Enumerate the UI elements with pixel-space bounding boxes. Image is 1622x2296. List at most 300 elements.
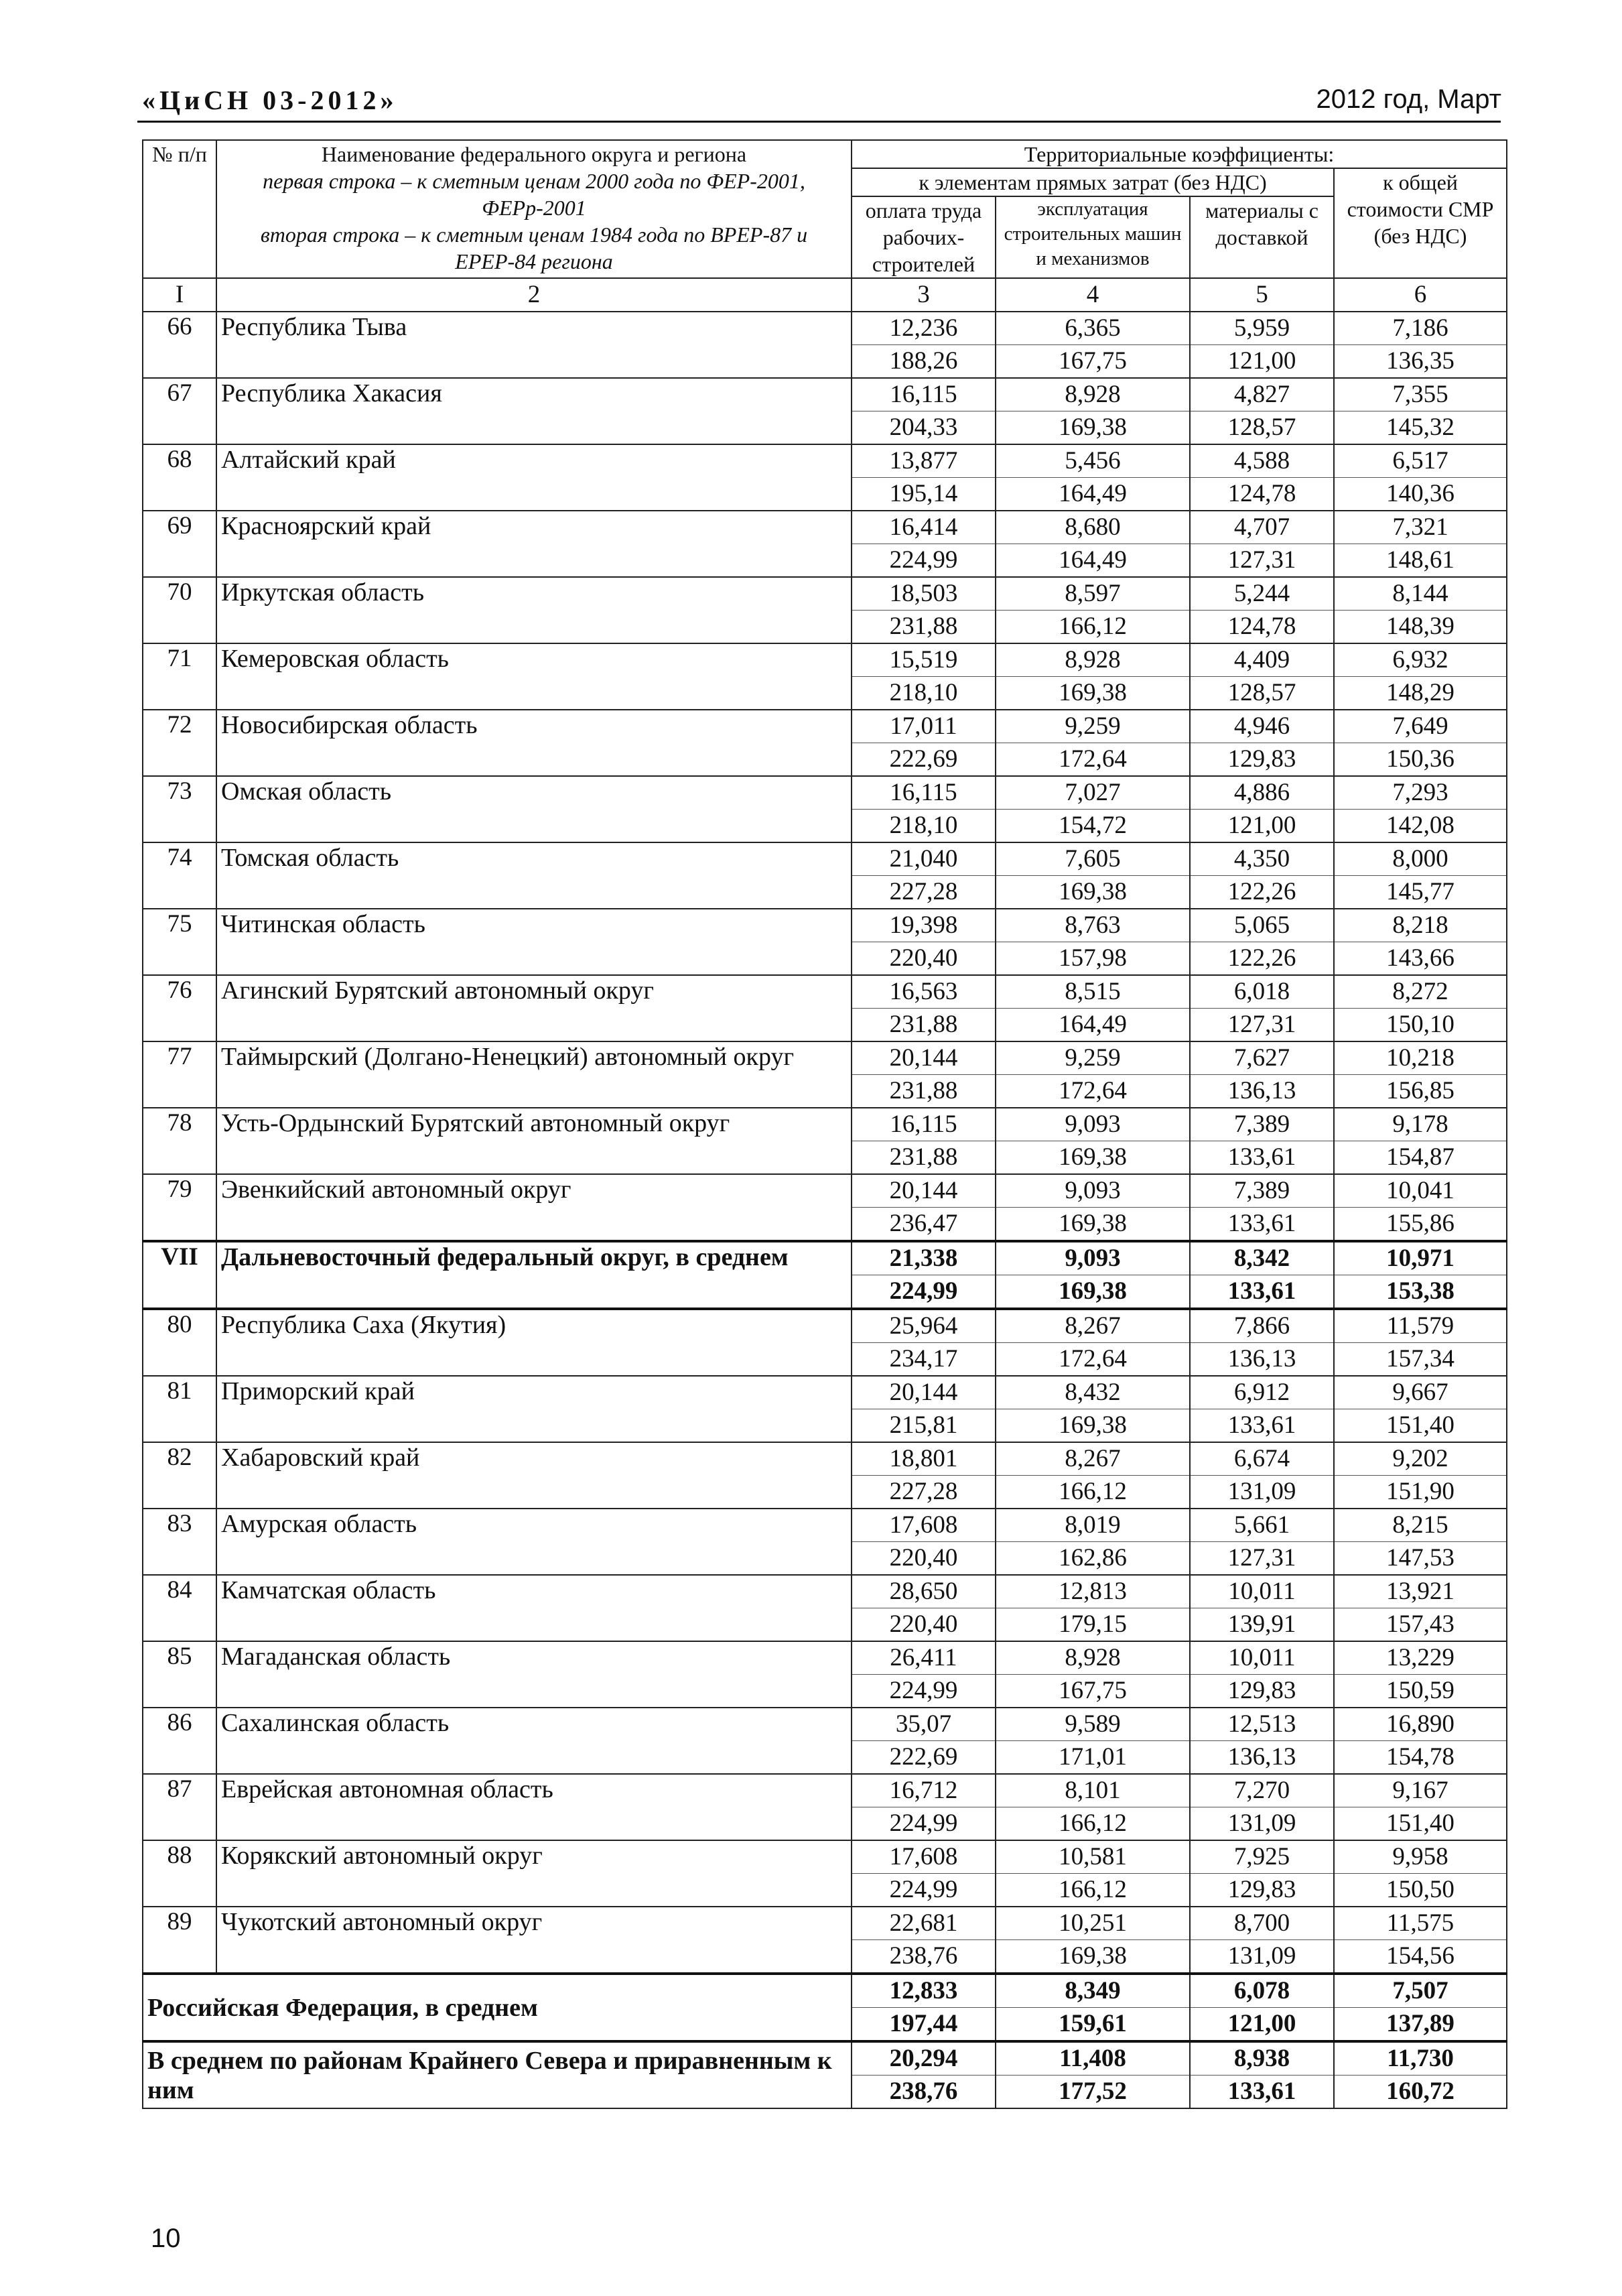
table-row [143, 1174, 1507, 1208]
coef-1984: 156,85 [1334, 1075, 1507, 1108]
row-number: 74 [143, 842, 216, 909]
coef-2000: 16,712 [852, 1774, 996, 1807]
coef-1984: 133,61 [1190, 1208, 1334, 1242]
coef-2000: 4,886 [1190, 776, 1334, 810]
coef-2000: 8,763 [996, 909, 1190, 942]
column-number: 4 [996, 278, 1190, 312]
coef-1984: 124,78 [1190, 478, 1334, 511]
coef-1984: 166,12 [996, 611, 1190, 644]
total-coef-2000: 8,938 [1190, 2041, 1334, 2076]
coef-1984: 164,49 [996, 544, 1190, 578]
region-name: Республика Саха (Якутия) [216, 1309, 852, 1376]
table-row [143, 1041, 1507, 1075]
coef-1984: 151,40 [1334, 1807, 1507, 1841]
coef-2000: 20,144 [852, 1174, 996, 1208]
coef-1984: 169,38 [996, 411, 1190, 445]
coef-1984: 172,64 [996, 1343, 1190, 1377]
coef-2000: 9,093 [996, 1174, 1190, 1208]
row-number: 72 [143, 710, 216, 776]
coef-1984: 145,77 [1334, 876, 1507, 909]
coef-2000: 8,342 [1190, 1241, 1334, 1275]
coef-1984: 227,28 [852, 876, 996, 909]
coef-1984: 127,31 [1190, 1009, 1334, 1042]
row-number: 83 [143, 1509, 216, 1575]
coef-2000: 4,409 [1190, 643, 1334, 677]
coef-1984: 151,40 [1334, 1409, 1507, 1443]
row-number: 84 [143, 1575, 216, 1641]
coef-2000: 20,144 [852, 1376, 996, 1409]
region-name: Омская область [216, 776, 852, 842]
header-rule [137, 121, 1501, 123]
coef-1984: 222,69 [852, 1741, 996, 1775]
coef-2000: 6,674 [1190, 1442, 1334, 1476]
coef-1984: 218,10 [852, 677, 996, 710]
region-name: Чукотский автономный округ [216, 1907, 852, 1974]
coef-1984: 122,26 [1190, 942, 1334, 976]
coef-1984: 136,13 [1190, 1075, 1334, 1108]
coef-2000: 10,581 [996, 1840, 1190, 1874]
coef-1984: 155,86 [1334, 1208, 1507, 1242]
total-coef-1984: 160,72 [1334, 2076, 1507, 2109]
coef-1984: 162,86 [996, 1542, 1190, 1576]
coef-1984: 150,36 [1334, 743, 1507, 777]
coef-1984: 127,31 [1190, 1542, 1334, 1576]
coef-2000: 28,650 [852, 1575, 996, 1608]
table-row [143, 1575, 1507, 1608]
coef-1984: 224,99 [852, 1807, 996, 1841]
coef-2000: 17,011 [852, 710, 996, 743]
coef-2000: 16,563 [852, 975, 996, 1009]
header-materials: материалы с доставкой [1190, 196, 1334, 278]
coef-2000: 6,517 [1334, 444, 1507, 478]
coef-1984: 169,38 [996, 876, 1190, 909]
table-row [143, 842, 1507, 876]
table-row [143, 1840, 1507, 1874]
region-name: Красноярский край [216, 511, 852, 577]
coef-1984: 222,69 [852, 743, 996, 777]
coef-2000: 10,218 [1334, 1041, 1507, 1075]
coef-2000: 9,202 [1334, 1442, 1507, 1476]
row-number: 73 [143, 776, 216, 842]
coef-1984: 148,39 [1334, 611, 1507, 644]
region-name: Томская область [216, 842, 852, 909]
region-name: Усть-Ордынский Бурятский автономный округ [216, 1108, 852, 1174]
row-number: VII [143, 1241, 216, 1309]
coef-1984: 154,56 [1334, 1940, 1507, 1974]
coef-1984: 169,38 [996, 1940, 1190, 1974]
coef-2000: 7,605 [996, 842, 1190, 876]
coef-1984: 127,31 [1190, 544, 1334, 578]
total-coef-2000: 11,408 [996, 2041, 1190, 2076]
coef-2000: 9,167 [1334, 1774, 1507, 1807]
coef-1984: 167,75 [996, 345, 1190, 379]
coef-2000: 9,259 [996, 1041, 1190, 1075]
row-number: 86 [143, 1708, 216, 1774]
table-row [143, 1774, 1507, 1807]
coef-1984: 154,72 [996, 810, 1190, 843]
coef-1984: 236,47 [852, 1208, 996, 1242]
coef-1984: 129,83 [1190, 1675, 1334, 1708]
table-row [143, 444, 1507, 478]
region-name: Хабаровский край [216, 1442, 852, 1509]
coef-2000: 4,588 [1190, 444, 1334, 478]
coef-1984: 150,50 [1334, 1874, 1507, 1907]
coef-1984: 204,33 [852, 411, 996, 445]
coef-1984: 143,66 [1334, 942, 1507, 976]
coef-1984: 150,59 [1334, 1675, 1507, 1708]
total-coef-2000: 7,507 [1334, 1974, 1507, 2008]
table-row [143, 312, 1507, 345]
coef-2000: 12,813 [996, 1575, 1190, 1608]
coef-2000: 8,218 [1334, 909, 1507, 942]
header-total-smr: к общей стоимости СМР (без НДС) [1334, 168, 1507, 278]
column-number: 6 [1334, 278, 1507, 312]
coef-2000: 8,680 [996, 511, 1190, 544]
total-coef-2000: 6,078 [1190, 1974, 1334, 2008]
coef-1984: 131,09 [1190, 1476, 1334, 1509]
coef-2000: 7,389 [1190, 1174, 1334, 1208]
coef-2000: 9,958 [1334, 1840, 1507, 1874]
coef-1984: 157,43 [1334, 1608, 1507, 1642]
coef-2000: 35,07 [852, 1708, 996, 1741]
coef-2000: 6,018 [1190, 975, 1334, 1009]
coef-2000: 4,707 [1190, 511, 1334, 544]
total-coef-2000: 8,349 [996, 1974, 1190, 2008]
coef-2000: 11,579 [1334, 1309, 1507, 1343]
coef-1984: 227,28 [852, 1476, 996, 1509]
coef-2000: 17,608 [852, 1840, 996, 1874]
coef-1984: 220,40 [852, 1542, 996, 1576]
coef-1984: 234,17 [852, 1343, 996, 1377]
row-number: 70 [143, 577, 216, 643]
row-number: 79 [143, 1174, 216, 1241]
coef-2000: 17,608 [852, 1509, 996, 1542]
coef-2000: 16,115 [852, 776, 996, 810]
region-name: Еврейская автономная область [216, 1774, 852, 1840]
coef-1984: 169,38 [996, 1275, 1190, 1310]
coef-2000: 22,681 [852, 1907, 996, 1940]
row-number: 82 [143, 1442, 216, 1509]
coef-2000: 7,027 [996, 776, 1190, 810]
coef-1984: 131,09 [1190, 1940, 1334, 1974]
coef-1984: 238,76 [852, 1940, 996, 1974]
coef-2000: 16,414 [852, 511, 996, 544]
coef-2000: 10,011 [1190, 1641, 1334, 1675]
coef-1984: 121,00 [1190, 345, 1334, 379]
row-number: 75 [143, 909, 216, 975]
coef-2000: 8,515 [996, 975, 1190, 1009]
coef-2000: 10,041 [1334, 1174, 1507, 1208]
coef-2000: 8,432 [996, 1376, 1190, 1409]
region-name: Приморский край [216, 1376, 852, 1442]
coef-2000: 13,877 [852, 444, 996, 478]
coef-1984: 166,12 [996, 1476, 1190, 1509]
coef-1984: 128,57 [1190, 677, 1334, 710]
region-name: Магаданская область [216, 1641, 852, 1708]
coef-2000: 8,597 [996, 577, 1190, 611]
region-name: Иркутская область [216, 577, 852, 643]
table-row [143, 1108, 1507, 1141]
region-name: Новосибирская область [216, 710, 852, 776]
coef-1984: 133,61 [1190, 1275, 1334, 1310]
region-name: Дальневосточный федеральный округ, в среднем [216, 1241, 852, 1309]
row-number: 69 [143, 511, 216, 577]
coef-2000: 7,355 [1334, 378, 1507, 411]
coef-2000: 9,093 [996, 1241, 1190, 1275]
coef-1984: 224,99 [852, 1874, 996, 1907]
coef-2000: 7,389 [1190, 1108, 1334, 1141]
coef-1984: 133,61 [1190, 1409, 1334, 1443]
coef-1984: 140,36 [1334, 478, 1507, 511]
coef-1984: 164,49 [996, 478, 1190, 511]
coef-2000: 8,101 [996, 1774, 1190, 1807]
coef-2000: 20,144 [852, 1041, 996, 1075]
coef-1984: 172,64 [996, 1075, 1190, 1108]
coef-2000: 4,350 [1190, 842, 1334, 876]
region-name: Читинская область [216, 909, 852, 975]
table-row [143, 975, 1507, 1009]
coef-2000: 7,293 [1334, 776, 1507, 810]
coef-2000: 21,338 [852, 1241, 996, 1275]
region-name: Алтайский край [216, 444, 852, 511]
coef-1984: 231,88 [852, 1009, 996, 1042]
coef-2000: 16,115 [852, 1108, 996, 1141]
header-name-title: Наименование федерального округа и региона [321, 142, 747, 166]
region-name: Таймырский (Долгано-Ненецкий) автономный округ [216, 1041, 852, 1108]
coef-1984: 129,83 [1190, 1874, 1334, 1907]
row-number: 66 [143, 312, 216, 378]
coef-1984: 231,88 [852, 1075, 996, 1108]
table-body [143, 312, 1507, 2108]
document-date: 2012 год, Март [1316, 84, 1501, 114]
coef-1984: 188,26 [852, 345, 996, 379]
row-number: 80 [143, 1309, 216, 1376]
row-number: 68 [143, 444, 216, 511]
column-number: 2 [216, 278, 852, 312]
row-number: 78 [143, 1108, 216, 1174]
coef-2000: 10,971 [1334, 1241, 1507, 1275]
coef-2000: 18,801 [852, 1442, 996, 1476]
coef-2000: 16,115 [852, 378, 996, 411]
table-row [143, 1907, 1507, 1940]
coef-2000: 5,065 [1190, 909, 1334, 942]
header-name [216, 140, 852, 278]
total-coef-1984: 121,00 [1190, 2008, 1334, 2042]
total-row [143, 2041, 1507, 2076]
coef-2000: 13,229 [1334, 1641, 1507, 1675]
table-row [143, 1241, 1507, 1275]
total-name: Российская Федерация, в среднем [143, 1974, 852, 2041]
header-coefficients: Территориальные коэффициенты: [852, 140, 1507, 168]
region-name: Агинский Бурятский автономный округ [216, 975, 852, 1041]
column-number: 3 [852, 278, 996, 312]
coef-2000: 9,093 [996, 1108, 1190, 1141]
coef-1984: 224,99 [852, 1675, 996, 1708]
coef-1984: 166,12 [996, 1807, 1190, 1841]
coef-2000: 8,928 [996, 378, 1190, 411]
coef-1984: 121,00 [1190, 810, 1334, 843]
coef-2000: 7,649 [1334, 710, 1507, 743]
table-row [143, 1309, 1507, 1343]
coef-2000: 7,925 [1190, 1840, 1334, 1874]
total-coef-1984: 238,76 [852, 2076, 996, 2109]
row-number: 85 [143, 1641, 216, 1708]
column-number: 5 [1190, 278, 1334, 312]
coef-2000: 25,964 [852, 1309, 996, 1343]
coef-1984: 218,10 [852, 810, 996, 843]
total-coef-1984: 133,61 [1190, 2076, 1334, 2109]
coef-1984: 128,57 [1190, 411, 1334, 445]
coef-1984: 154,87 [1334, 1141, 1507, 1175]
coef-2000: 4,827 [1190, 378, 1334, 411]
row-number: 77 [143, 1041, 216, 1108]
coefficients-table [142, 139, 1507, 2109]
coef-1984: 169,38 [996, 1141, 1190, 1175]
region-name: Республика Тыва [216, 312, 852, 378]
table-row [143, 1708, 1507, 1741]
page-number: 10 [151, 2224, 181, 2253]
coef-1984: 131,09 [1190, 1807, 1334, 1841]
coef-1984: 224,99 [852, 544, 996, 578]
coef-2000: 8,267 [996, 1442, 1190, 1476]
coef-1984: 133,61 [1190, 1141, 1334, 1175]
coef-1984: 157,34 [1334, 1343, 1507, 1377]
coef-2000: 11,575 [1334, 1907, 1507, 1940]
coef-1984: 147,53 [1334, 1542, 1507, 1576]
table-row [143, 1509, 1507, 1542]
column-number-row [143, 278, 1507, 312]
coef-2000: 9,178 [1334, 1108, 1507, 1141]
coef-2000: 13,921 [1334, 1575, 1507, 1608]
coef-1984: 145,32 [1334, 411, 1507, 445]
coef-2000: 9,667 [1334, 1376, 1507, 1409]
region-name: Амурская область [216, 1509, 852, 1575]
row-number: 67 [143, 378, 216, 444]
region-name: Республика Хакасия [216, 378, 852, 444]
coef-2000: 8,267 [996, 1309, 1190, 1343]
coef-1984: 220,40 [852, 942, 996, 976]
coef-1984: 224,99 [852, 1275, 996, 1310]
coef-1984: 164,49 [996, 1009, 1190, 1042]
coef-1984: 171,01 [996, 1741, 1190, 1775]
coef-1984: 195,14 [852, 478, 996, 511]
table-row [143, 1442, 1507, 1476]
table-row [143, 378, 1507, 411]
coef-2000: 8,144 [1334, 577, 1507, 611]
coef-2000: 5,244 [1190, 577, 1334, 611]
coef-2000: 6,365 [996, 312, 1190, 345]
total-coef-1984: 159,61 [996, 2008, 1190, 2042]
coef-1984: 136,13 [1190, 1741, 1334, 1775]
coef-1984: 153,38 [1334, 1275, 1507, 1310]
coef-1984: 231,88 [852, 611, 996, 644]
total-coef-2000: 11,730 [1334, 2041, 1507, 2076]
coef-1984: 166,12 [996, 1874, 1190, 1907]
total-name: В среднем по районам Крайнего Севера и приравненным к ним [143, 2041, 852, 2108]
coef-1984: 136,13 [1190, 1343, 1334, 1377]
coef-2000: 7,186 [1334, 312, 1507, 345]
region-name: Корякский автономный округ [216, 1840, 852, 1907]
header-direct-costs: к элементам прямых затрат (без НДС) [852, 168, 1334, 196]
coef-2000: 8,272 [1334, 975, 1507, 1009]
table-row [143, 776, 1507, 810]
coef-2000: 5,661 [1190, 1509, 1334, 1542]
row-number: 81 [143, 1376, 216, 1442]
row-number: 87 [143, 1774, 216, 1840]
table-row [143, 909, 1507, 942]
table-row [143, 643, 1507, 677]
coef-2000: 8,000 [1334, 842, 1507, 876]
table-row [143, 577, 1507, 611]
coef-1984: 139,91 [1190, 1608, 1334, 1642]
coef-1984: 136,35 [1334, 345, 1507, 379]
table-row [143, 1641, 1507, 1675]
coef-1984: 150,10 [1334, 1009, 1507, 1042]
coef-2000: 8,700 [1190, 1907, 1334, 1940]
coef-2000: 12,236 [852, 312, 996, 345]
total-coef-2000: 12,833 [852, 1974, 996, 2008]
row-number: 71 [143, 643, 216, 710]
coef-2000: 8,019 [996, 1509, 1190, 1542]
row-number: 89 [143, 1907, 216, 1974]
coef-2000: 8,928 [996, 643, 1190, 677]
coef-2000: 7,270 [1190, 1774, 1334, 1807]
region-name: Эвенкийский автономный округ [216, 1174, 852, 1241]
coef-1984: 167,75 [996, 1675, 1190, 1708]
table-row [143, 1376, 1507, 1409]
coef-1984: 215,81 [852, 1409, 996, 1443]
coef-1984: 179,15 [996, 1608, 1190, 1642]
coef-1984: 142,08 [1334, 810, 1507, 843]
coef-1984: 148,61 [1334, 544, 1507, 578]
coef-1984: 220,40 [852, 1608, 996, 1642]
header-machines: эксплуатация строительных машин и механизмов [996, 196, 1190, 278]
coef-2000: 19,398 [852, 909, 996, 942]
header-wage: оплата труда рабочих-строителей [852, 196, 996, 278]
coef-1984: 129,83 [1190, 743, 1334, 777]
coef-2000: 5,959 [1190, 312, 1334, 345]
total-coef-1984: 177,52 [996, 2076, 1190, 2109]
coef-2000: 4,946 [1190, 710, 1334, 743]
coef-2000: 7,321 [1334, 511, 1507, 544]
coef-1984: 169,38 [996, 1208, 1190, 1242]
coef-2000: 6,932 [1334, 643, 1507, 677]
coef-2000: 9,589 [996, 1708, 1190, 1741]
coef-1984: 151,90 [1334, 1476, 1507, 1509]
region-name: Сахалинская область [216, 1708, 852, 1774]
coef-2000: 7,627 [1190, 1041, 1334, 1075]
coef-2000: 18,503 [852, 577, 996, 611]
coef-1984: 148,29 [1334, 677, 1507, 710]
row-number: 76 [143, 975, 216, 1041]
coef-1984: 122,26 [1190, 876, 1334, 909]
total-coef-2000: 20,294 [852, 2041, 996, 2076]
coef-1984: 157,98 [996, 942, 1190, 976]
coef-2000: 7,866 [1190, 1309, 1334, 1343]
coef-2000: 5,456 [996, 444, 1190, 478]
coef-1984: 172,64 [996, 743, 1190, 777]
coef-1984: 231,88 [852, 1141, 996, 1175]
coef-1984: 154,78 [1334, 1741, 1507, 1775]
coef-1984: 169,38 [996, 1409, 1190, 1443]
header-second-row-note: вторая строка – к сметным ценам 1984 года по ВРЕР-87 и ЕРЕР-84 региона [260, 222, 808, 273]
coef-2000: 26,411 [852, 1641, 996, 1675]
total-row [143, 1974, 1507, 2008]
coef-2000: 21,040 [852, 842, 996, 876]
coef-2000: 16,890 [1334, 1708, 1507, 1741]
column-number: I [143, 278, 216, 312]
coef-2000: 10,251 [996, 1907, 1190, 1940]
